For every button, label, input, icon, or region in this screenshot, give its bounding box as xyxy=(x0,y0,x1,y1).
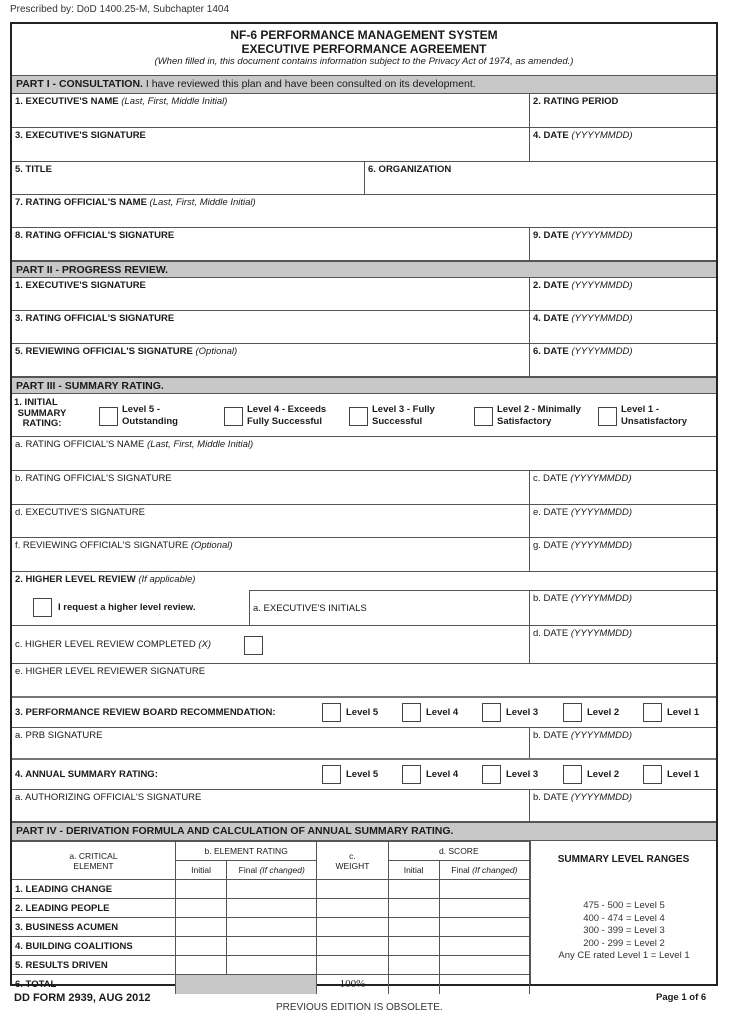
rating-official-name-field[interactable]: 7. RATING OFFICIAL'S NAME (Last, First, Middle Initial) xyxy=(15,197,256,208)
p3-row-b xyxy=(12,471,716,505)
hlr-completed-checkbox[interactable] xyxy=(244,636,263,655)
prb-row xyxy=(12,698,716,728)
p2-executive-signature-field[interactable]: 1. EXECUTIVE'S SIGNATURE xyxy=(15,280,146,291)
ranges-list xyxy=(531,900,717,963)
initial-level5-label: Level 5 - Outstanding xyxy=(122,404,178,427)
date-field-4[interactable]: 4. DATE (YYYYMMDD) xyxy=(529,128,716,161)
prb-sig-row xyxy=(12,728,716,760)
p3-executive-signature-field[interactable]: d. EXECUTIVE'S SIGNATURE xyxy=(15,507,145,518)
range-item: 200 - 299 = Level 2 xyxy=(583,937,665,949)
initial-summary-rating-label: 1. INITIAL SUMMARY RATING: xyxy=(14,397,67,429)
form-title-1: NF-6 PERFORMANCE MANAGEMENT SYSTEM xyxy=(230,28,498,42)
table-row xyxy=(12,918,530,937)
rating-final-cell[interactable] xyxy=(227,956,317,975)
part2-heading: PART II - PROGRESS REVIEW. xyxy=(12,261,716,278)
total-row xyxy=(12,975,530,994)
p2-rating-official-signature-field[interactable]: 3. RATING OFFICIAL'S SIGNATURE xyxy=(15,313,175,324)
score-final-cell[interactable] xyxy=(439,899,529,918)
hlr-reviewer-signature-field[interactable]: e. HIGHER LEVEL REVIEWER SIGNATURE xyxy=(15,666,206,677)
total-score-initial[interactable] xyxy=(388,975,439,994)
obsolete-notice: PREVIOUS EDITION IS OBSOLETE. xyxy=(276,1002,443,1013)
hlr-executive-initials-field[interactable]: a. EXECUTIVE'S INITIALS xyxy=(249,590,529,625)
p2-reviewing-official-signature-field[interactable]: 5. REVIEWING OFFICIAL'S SIGNATURE (Optional) xyxy=(15,346,238,357)
weight-cell[interactable] xyxy=(317,918,388,937)
sub-score-initial: Initial xyxy=(388,861,439,880)
p3-rating-official-name-field[interactable]: a. RATING OFFICIAL'S NAME (Last, First, Middle Initial) xyxy=(15,439,254,450)
calculation-table xyxy=(12,841,530,994)
initial-level1-label: Level 1 - Unsatisfactory xyxy=(621,404,687,427)
row-label: 3. BUSINESS ACUMEN xyxy=(12,918,175,937)
p3-date-field-g[interactable]: g. DATE (YYYYMMDD) xyxy=(529,538,716,571)
score-final-cell[interactable] xyxy=(439,937,529,956)
title-field[interactable]: 5. TITLE xyxy=(15,164,52,175)
privacy-notice: (When filled in, this document contains information subject to the Privacy Act of 1974, as amended.) xyxy=(154,56,574,67)
form-container xyxy=(10,22,718,991)
score-initial-cell[interactable] xyxy=(388,880,439,899)
range-item: 475 - 500 = Level 5 xyxy=(583,900,665,911)
p3-row-a xyxy=(12,437,716,471)
row-label: 5. RESULTS DRIVEN xyxy=(12,956,175,975)
total-label: 6. TOTAL xyxy=(12,975,175,994)
prb-level4-checkbox[interactable] xyxy=(402,703,421,722)
rating-initial-cell[interactable] xyxy=(175,918,226,937)
p2-date-field-4[interactable]: 4. DATE (YYYYMMDD) xyxy=(529,311,716,343)
executive-signature-field[interactable]: 3. EXECUTIVE'S SIGNATURE xyxy=(15,130,146,141)
p2-date-field-6[interactable]: 6. DATE (YYYYMMDD) xyxy=(529,344,716,376)
rating-initial-cell[interactable] xyxy=(175,880,226,899)
prb-heading: 3. PERFORMANCE REVIEW BOARD RECOMMENDATION: xyxy=(15,707,276,718)
annual-level1-label: Level 1 xyxy=(667,769,700,780)
p3-date-field-c[interactable]: c. DATE (YYYYMMDD) xyxy=(529,471,716,504)
hlr-row-2 xyxy=(12,626,716,664)
prb-date-field[interactable]: b. DATE (YYYYMMDD) xyxy=(529,728,716,758)
weight-cell[interactable] xyxy=(317,899,388,918)
table-row xyxy=(12,937,530,956)
part2-row-1 xyxy=(12,278,716,311)
executive-name-field[interactable]: 1. EXECUTIVE'S NAME (Last, First, Middle Initial) xyxy=(15,96,228,107)
col-element-rating: b. ELEMENT RATING xyxy=(175,842,316,861)
total-weight: 100% xyxy=(317,975,388,994)
summary-level-ranges xyxy=(530,841,716,984)
prb-level2-label: Level 2 xyxy=(587,707,620,718)
authorizing-official-signature-field[interactable]: a. AUTHORIZING OFFICIAL'S SIGNATURE xyxy=(15,792,202,803)
annual-level4-label: Level 4 xyxy=(426,769,459,780)
col-critical-element: a. CRITICAL ELEMENT xyxy=(12,842,175,880)
sub-score-final: Final (If changed) xyxy=(439,861,529,880)
hlr-row-1 xyxy=(12,590,716,626)
sub-rating-final: Final (If changed) xyxy=(227,861,317,880)
part1-row-2 xyxy=(12,128,716,162)
hlr-request-checkbox[interactable] xyxy=(33,598,52,617)
date-field-9[interactable]: 9. DATE (YYYYMMDD) xyxy=(529,228,716,260)
table-row xyxy=(12,880,530,899)
annual-level2-label: Level 2 xyxy=(587,769,620,780)
row-label: 2. LEADING PEOPLE xyxy=(12,899,175,918)
initial-level2-checkbox[interactable] xyxy=(474,407,493,426)
form-id: DD FORM 2939, AUG 2012 xyxy=(14,992,151,1004)
annual-level3-label: Level 3 xyxy=(506,769,539,780)
initial-level3-checkbox[interactable] xyxy=(349,407,368,426)
ranges-title: SUMMARY LEVEL RANGES xyxy=(557,854,690,865)
rating-final-cell[interactable] xyxy=(227,918,317,937)
prb-level3-checkbox[interactable] xyxy=(482,703,501,722)
hlr-completed-label: c. HIGHER LEVEL REVIEW COMPLETED (X) xyxy=(15,639,212,650)
annual-date-field[interactable]: b. DATE (YYYYMMDD) xyxy=(529,790,716,821)
rating-initial-cell[interactable] xyxy=(175,899,226,918)
p3-reviewing-official-signature-field[interactable]: f. REVIEWING OFFICIAL'S SIGNATURE (Optional) xyxy=(15,540,233,551)
total-score-final[interactable] xyxy=(439,975,529,994)
annual-level2-checkbox[interactable] xyxy=(563,765,582,784)
range-item: Any CE rated Level 1 = Level 1 xyxy=(558,950,690,961)
rating-initial-cell[interactable] xyxy=(175,937,226,956)
hlr-heading: 2. HIGHER LEVEL REVIEW (If applicable) xyxy=(15,574,196,585)
sub-rating-initial: Initial xyxy=(175,861,226,880)
score-initial-cell[interactable] xyxy=(388,956,439,975)
weight-cell[interactable] xyxy=(317,956,388,975)
annual-level5-label: Level 5 xyxy=(346,769,379,780)
initial-summary-rating-row xyxy=(12,394,716,437)
annual-level5-checkbox[interactable] xyxy=(322,765,341,784)
annual-level3-checkbox[interactable] xyxy=(482,765,501,784)
rating-final-cell[interactable] xyxy=(227,937,317,956)
initial-level1-checkbox[interactable] xyxy=(598,407,617,426)
p3-row-f xyxy=(12,538,716,572)
total-rating-shaded xyxy=(175,975,316,994)
part2-row-3 xyxy=(12,344,716,377)
score-final-cell[interactable] xyxy=(439,956,529,975)
col-score: d. SCORE xyxy=(388,842,529,861)
score-final-cell[interactable] xyxy=(439,880,529,899)
part1-row-5 xyxy=(12,228,716,261)
initial-level5-checkbox[interactable] xyxy=(99,407,118,426)
prb-level1-checkbox[interactable] xyxy=(643,703,662,722)
part3-heading: PART III - SUMMARY RATING. xyxy=(12,377,716,394)
annual-level1-checkbox[interactable] xyxy=(643,765,662,784)
initial-level2-label: Level 2 - Minimally Satisfactory xyxy=(497,404,581,427)
prb-level4-label: Level 4 xyxy=(426,707,459,718)
hlr-request-label: I request a higher level review. xyxy=(58,602,196,613)
hlr-row-3 xyxy=(12,664,716,698)
form-header xyxy=(12,24,716,75)
organization-field[interactable]: 6. ORGANIZATION xyxy=(364,162,716,194)
row-label: 4. BUILDING COALITIONS xyxy=(12,937,175,956)
hlr-heading-row xyxy=(12,572,716,590)
score-initial-cell[interactable] xyxy=(388,918,439,937)
part1-heading: PART I - CONSULTATION. I have reviewed this plan and have been consulted on its development. xyxy=(12,75,716,94)
initial-level3-label: Level 3 - Fully Successful xyxy=(372,404,435,427)
row-label: 1. LEADING CHANGE xyxy=(12,880,175,899)
col-weight: c. WEIGHT xyxy=(317,842,388,880)
prb-level1-label: Level 1 xyxy=(667,707,700,718)
weight-cell[interactable] xyxy=(317,937,388,956)
prb-level5-label: Level 5 xyxy=(346,707,379,718)
p3-rating-official-signature-field[interactable]: b. RATING OFFICIAL'S SIGNATURE xyxy=(15,473,172,484)
range-item: 300 - 399 = Level 3 xyxy=(583,925,665,936)
part4-heading: PART IV - DERIVATION FORMULA AND CALCULATION OF ANNUAL SUMMARY RATING. xyxy=(12,822,716,841)
rating-period-field[interactable]: 2. RATING PERIOD xyxy=(529,94,716,127)
weight-cell[interactable] xyxy=(317,880,388,899)
annual-row xyxy=(12,760,716,790)
score-initial-cell[interactable] xyxy=(388,899,439,918)
range-item: 400 - 474 = Level 4 xyxy=(583,912,665,924)
rating-initial-cell[interactable] xyxy=(175,956,226,975)
initial-level4-label: Level 4 - Exceeds Fully Successful xyxy=(247,404,327,427)
p3-date-field-e[interactable]: e. DATE (YYYYMMDD) xyxy=(529,505,716,537)
annual-sig-row xyxy=(12,790,716,822)
rating-final-cell[interactable] xyxy=(227,880,317,899)
rating-official-signature-field[interactable]: 8. RATING OFFICIAL'S SIGNATURE xyxy=(15,230,175,241)
hlr-date-field-b[interactable]: b. DATE (YYYYMMDD) xyxy=(529,590,716,625)
prb-level5-checkbox[interactable] xyxy=(322,703,341,722)
annual-heading: 4. ANNUAL SUMMARY RATING: xyxy=(15,769,158,780)
table-row xyxy=(12,956,530,975)
rating-final-cell[interactable] xyxy=(227,899,317,918)
hlr-date-field-d[interactable]: d. DATE (YYYYMMDD) xyxy=(529,626,716,663)
part2-row-2 xyxy=(12,311,716,344)
page-number: Page 1 of 6 xyxy=(656,992,707,1003)
form-title-2: EXECUTIVE PERFORMANCE AGREEMENT xyxy=(241,42,487,56)
score-initial-cell[interactable] xyxy=(388,937,439,956)
prb-level2-checkbox[interactable] xyxy=(563,703,582,722)
prescribed-by: Prescribed by: DoD 1400.25-M, Subchapter 1404 xyxy=(10,4,230,15)
prb-signature-field[interactable]: a. PRB SIGNATURE xyxy=(15,730,103,741)
annual-level4-checkbox[interactable] xyxy=(402,765,421,784)
part1-row-3 xyxy=(12,162,716,195)
part1-row-1 xyxy=(12,94,716,128)
table-row xyxy=(12,899,530,918)
p2-date-field-2[interactable]: 2. DATE (YYYYMMDD) xyxy=(529,278,716,310)
p3-row-d xyxy=(12,505,716,538)
score-final-cell[interactable] xyxy=(439,918,529,937)
prb-level3-label: Level 3 xyxy=(506,707,539,718)
initial-level4-checkbox[interactable] xyxy=(224,407,243,426)
part1-row-4 xyxy=(12,195,716,228)
